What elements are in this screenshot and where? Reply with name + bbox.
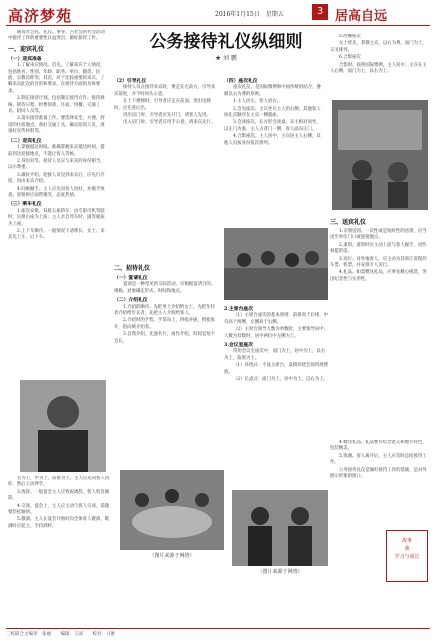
- article-title-block: [112, 30, 340, 72]
- paragraph: 3.落实接待准备工作。要选择安全、方便、舒适的住宿地点，备好交通工具，确定陪同人员，准备好宣传材料等。: [8, 116, 105, 135]
- photo-caption-2: （图片来源于网络）: [257, 569, 303, 575]
- section-name: 居高自远: [335, 9, 388, 24]
- paragraph: 座次礼仪，是国际惯例和中国传统的结合，遵循以右为尊的原则。: [224, 85, 321, 97]
- article-column-4-top: [330, 34, 430, 94]
- issue-date: 2016年1月15日 星期五: [215, 11, 284, 18]
- column-logo-seal: [386, 530, 428, 582]
- paragraph: 3.做好介绍。迎接人员见到来宾后，应先行介绍，再由来宾介绍。: [8, 172, 105, 185]
- subheading: （一）迎宾准备: [8, 55, 42, 62]
- paragraph: 2.上下车顺序。一般情况下请尊长、女士、来宾先上车，后下车。: [8, 228, 105, 241]
- photo-caption-1: （图片来源于网络）: [149, 553, 195, 559]
- paragraph: 女士优先，恭敬主宾，以右为尊，面门为上，交叉排列。: [330, 41, 427, 53]
- paragraph: 4.赠送礼品。礼品要有纪念意义和地方特色，包装精美。: [330, 440, 427, 452]
- header-rule: [6, 25, 430, 26]
- paragraph: 合影时，按照国际惯例，主人居中，主宾在主人右侧，面门为上，以右为上。: [330, 62, 427, 75]
- paragraph: 4.合影座次。主人居中，主宾居主人右侧，其他人员按身份依次排列。: [224, 134, 321, 146]
- article-byline: ★ 刘 鹏: [215, 55, 237, 62]
- article-title: 公务接待礼仪纵细则: [149, 32, 303, 52]
- photo-handshake: [232, 490, 328, 566]
- subheading: 2.主席台座次: [224, 306, 253, 312]
- paragraph: 在上下楼梯时，引导者应走在前面；进出电梯时，应先进后出。: [114, 99, 211, 111]
- paragraph: 2.会见座次。主宾坐在主人的右侧，其他客人按礼宾顺序在主宾一侧就座。: [224, 106, 321, 119]
- paragraph: 5.西餐座次: [339, 34, 361, 39]
- article-column-3-top: [224, 76, 324, 226]
- paragraph: 1.亲朋送别。一次性或是短时性的送别，应当送至单位门口或迎接地点。: [330, 229, 427, 241]
- paragraph: 5.敬酒。主人在宴会开始时向全体客人敬酒，敬酒时应起立，手持酒杯。: [8, 517, 110, 529]
- paragraph: 4.问候握手。主人应先向客人问好，并握手致意。迎接时应面带微笑，态度热情。: [8, 186, 105, 198]
- paragraph: 2.制定接待计划。包括制定接待方针、接待规格、接待日程、经费预算、住宿、用餐、交通工具、陪同人员等。: [8, 96, 105, 115]
- paragraph: 1.掌握抵达时间。准确掌握来宾抵达时间，提前到达迎接地点，不能让客人等候。: [8, 145, 105, 157]
- article-column-3-middle: [224, 304, 328, 484]
- paragraph: 右为上，中为上，前排为上。主人应先向客人问好，然后主动伸手。: [8, 476, 110, 488]
- paragraph: 3.会谈座次。长方形会谈桌，宾主相对而坐，以正门为准，主人占背门一侧，客人面向正门。: [224, 120, 321, 132]
- paragraph: 3.送行。对外地客人，应主动为其预订返程的车票、机票，并安排专人送行。: [330, 256, 427, 269]
- subheading: （二）介绍礼仪: [114, 297, 148, 304]
- footer-item: 校对：马俊: [92, 632, 115, 637]
- paragraph: 6.合影座次: [339, 55, 361, 61]
- page-number: 3: [312, 4, 328, 20]
- paragraph: 宴请是一种常见的交际活动，应根据宴请目的、规格、对象确定形式、时间和地点。: [114, 282, 216, 294]
- paragraph: 4.礼品。如需赠送礼品，应事先精心挑选，突出纪念性与实用性。: [330, 270, 427, 282]
- article-column-1-bottom: [8, 476, 112, 624]
- paragraph: 4.交谈。宴会上，主人应主动与客人交谈，话题要轻松愉快。: [8, 503, 110, 516]
- paragraph: 常用会议室座次中，面门为上，居中为上，以右为上，临窗为上。: [224, 349, 326, 361]
- article-column-4-bottom: [330, 440, 430, 524]
- photo-meeting-middle: [224, 228, 328, 300]
- subheading: 二、招待礼仪: [114, 265, 151, 272]
- paragraph: 3.自我介绍。先递名片，再作介绍，时间宜短不宜长。: [114, 332, 216, 344]
- paragraph: （2）主席台领导人数为单数时，主要领导居中；人数为双数时，居中两位中左侧为上。: [224, 327, 328, 339]
- subheading: （二）迎宾礼仪: [8, 137, 42, 144]
- subheading: 一、迎宾礼仪: [8, 45, 45, 53]
- page-footer: [6, 628, 430, 638]
- paragraph: 1.座次安排。双排五座轿车，由专职司机驾驶时，后排右座为上座；主人亲自驾车时，副驾驶座为上座。: [8, 208, 105, 227]
- subheading: （四）座次礼仪: [224, 78, 258, 84]
- article-column-1: [8, 30, 108, 430]
- photo-banquet: [120, 470, 224, 550]
- paragraph: 2.介绍时的手势。手掌向上，四指并拢，拇指张开，指向被介绍者。: [114, 318, 216, 330]
- subheading: （一）宴请礼仪: [114, 275, 148, 281]
- paragraph: 1.主人居左。客人居右。: [233, 99, 282, 105]
- paragraph: （1）主席台座次的基本原则：前排高于后排，中央高于两侧，左侧高于右侧。: [224, 313, 328, 325]
- subheading: （2）引导礼仪: [114, 78, 147, 84]
- paragraph: 1.介绍的顺序。先把男士介绍给女士，先把年轻者介绍给年长者，先把主人介绍给客人。: [114, 304, 216, 317]
- paragraph: 公务接待礼仪是做好接待工作的基础，是对外展示形象的窗口。: [330, 467, 427, 480]
- subheading: 3.会议室座次: [224, 342, 253, 349]
- paragraph: （2）长桌式：面门为上，居中为上，以右为上。: [233, 377, 328, 383]
- paragraph: 2.身份对等。接待人员应与来宾的身份相当，以示尊重。: [8, 158, 105, 171]
- footer-item: 编辑：王国: [60, 632, 83, 637]
- article-column-2-middle: [114, 262, 218, 462]
- paragraph: 3.致辞。一般宴会主人应致祝酒辞，客人致答谢辞。: [8, 489, 110, 502]
- subheading: 三、送宾礼仪: [330, 219, 367, 226]
- masthead: 高济梦苑: [8, 7, 73, 25]
- paragraph: （1）环绕式：不设主席台，桌椅环绕会场四周摆放。: [224, 363, 328, 375]
- paragraph: 进出房门时，引导者应先开门，请客人先进。: [123, 113, 211, 119]
- photo-speaker: [20, 380, 106, 472]
- seal-text: 故事 我 学习与成长: [394, 538, 420, 560]
- article-column-2-top: [114, 76, 218, 256]
- page-header: [0, 0, 436, 26]
- paragraph: 2.道别。道别时应主动上前与客人握手，说些祝愿的话。: [330, 242, 427, 255]
- paragraph: 出入房门时，引导者应用手示意，请来宾先行。: [123, 120, 216, 126]
- paragraph: 1.了解来宾情况。首先，了解来宾个人情况，包括姓名、性别、年龄、职务、单位、籍贯、民族、宗教信仰等；其次，对于比较重要的来宾，了解来宾此次的目的和要求，在接待方面的具体要求。: [8, 63, 105, 94]
- article-column-4-middle: [330, 216, 430, 436]
- paragraph: 随着社会礼、礼仪、事业、古社会的社会活动中接待工作的重要性日益突出，做好接待工作。: [8, 30, 105, 42]
- footer-item: 三校联合主编审：张丽: [6, 632, 51, 637]
- subheading: （三）乘车礼仪: [8, 201, 42, 208]
- paragraph: 接待人员在接待来宾时，要走在左前方，引导来宾前进，并不时回头示意。: [114, 85, 216, 97]
- paragraph: 5.致谢。客人离开后，主人应及时总结接待工作。: [330, 453, 427, 466]
- photo-meeting-right: [332, 100, 428, 210]
